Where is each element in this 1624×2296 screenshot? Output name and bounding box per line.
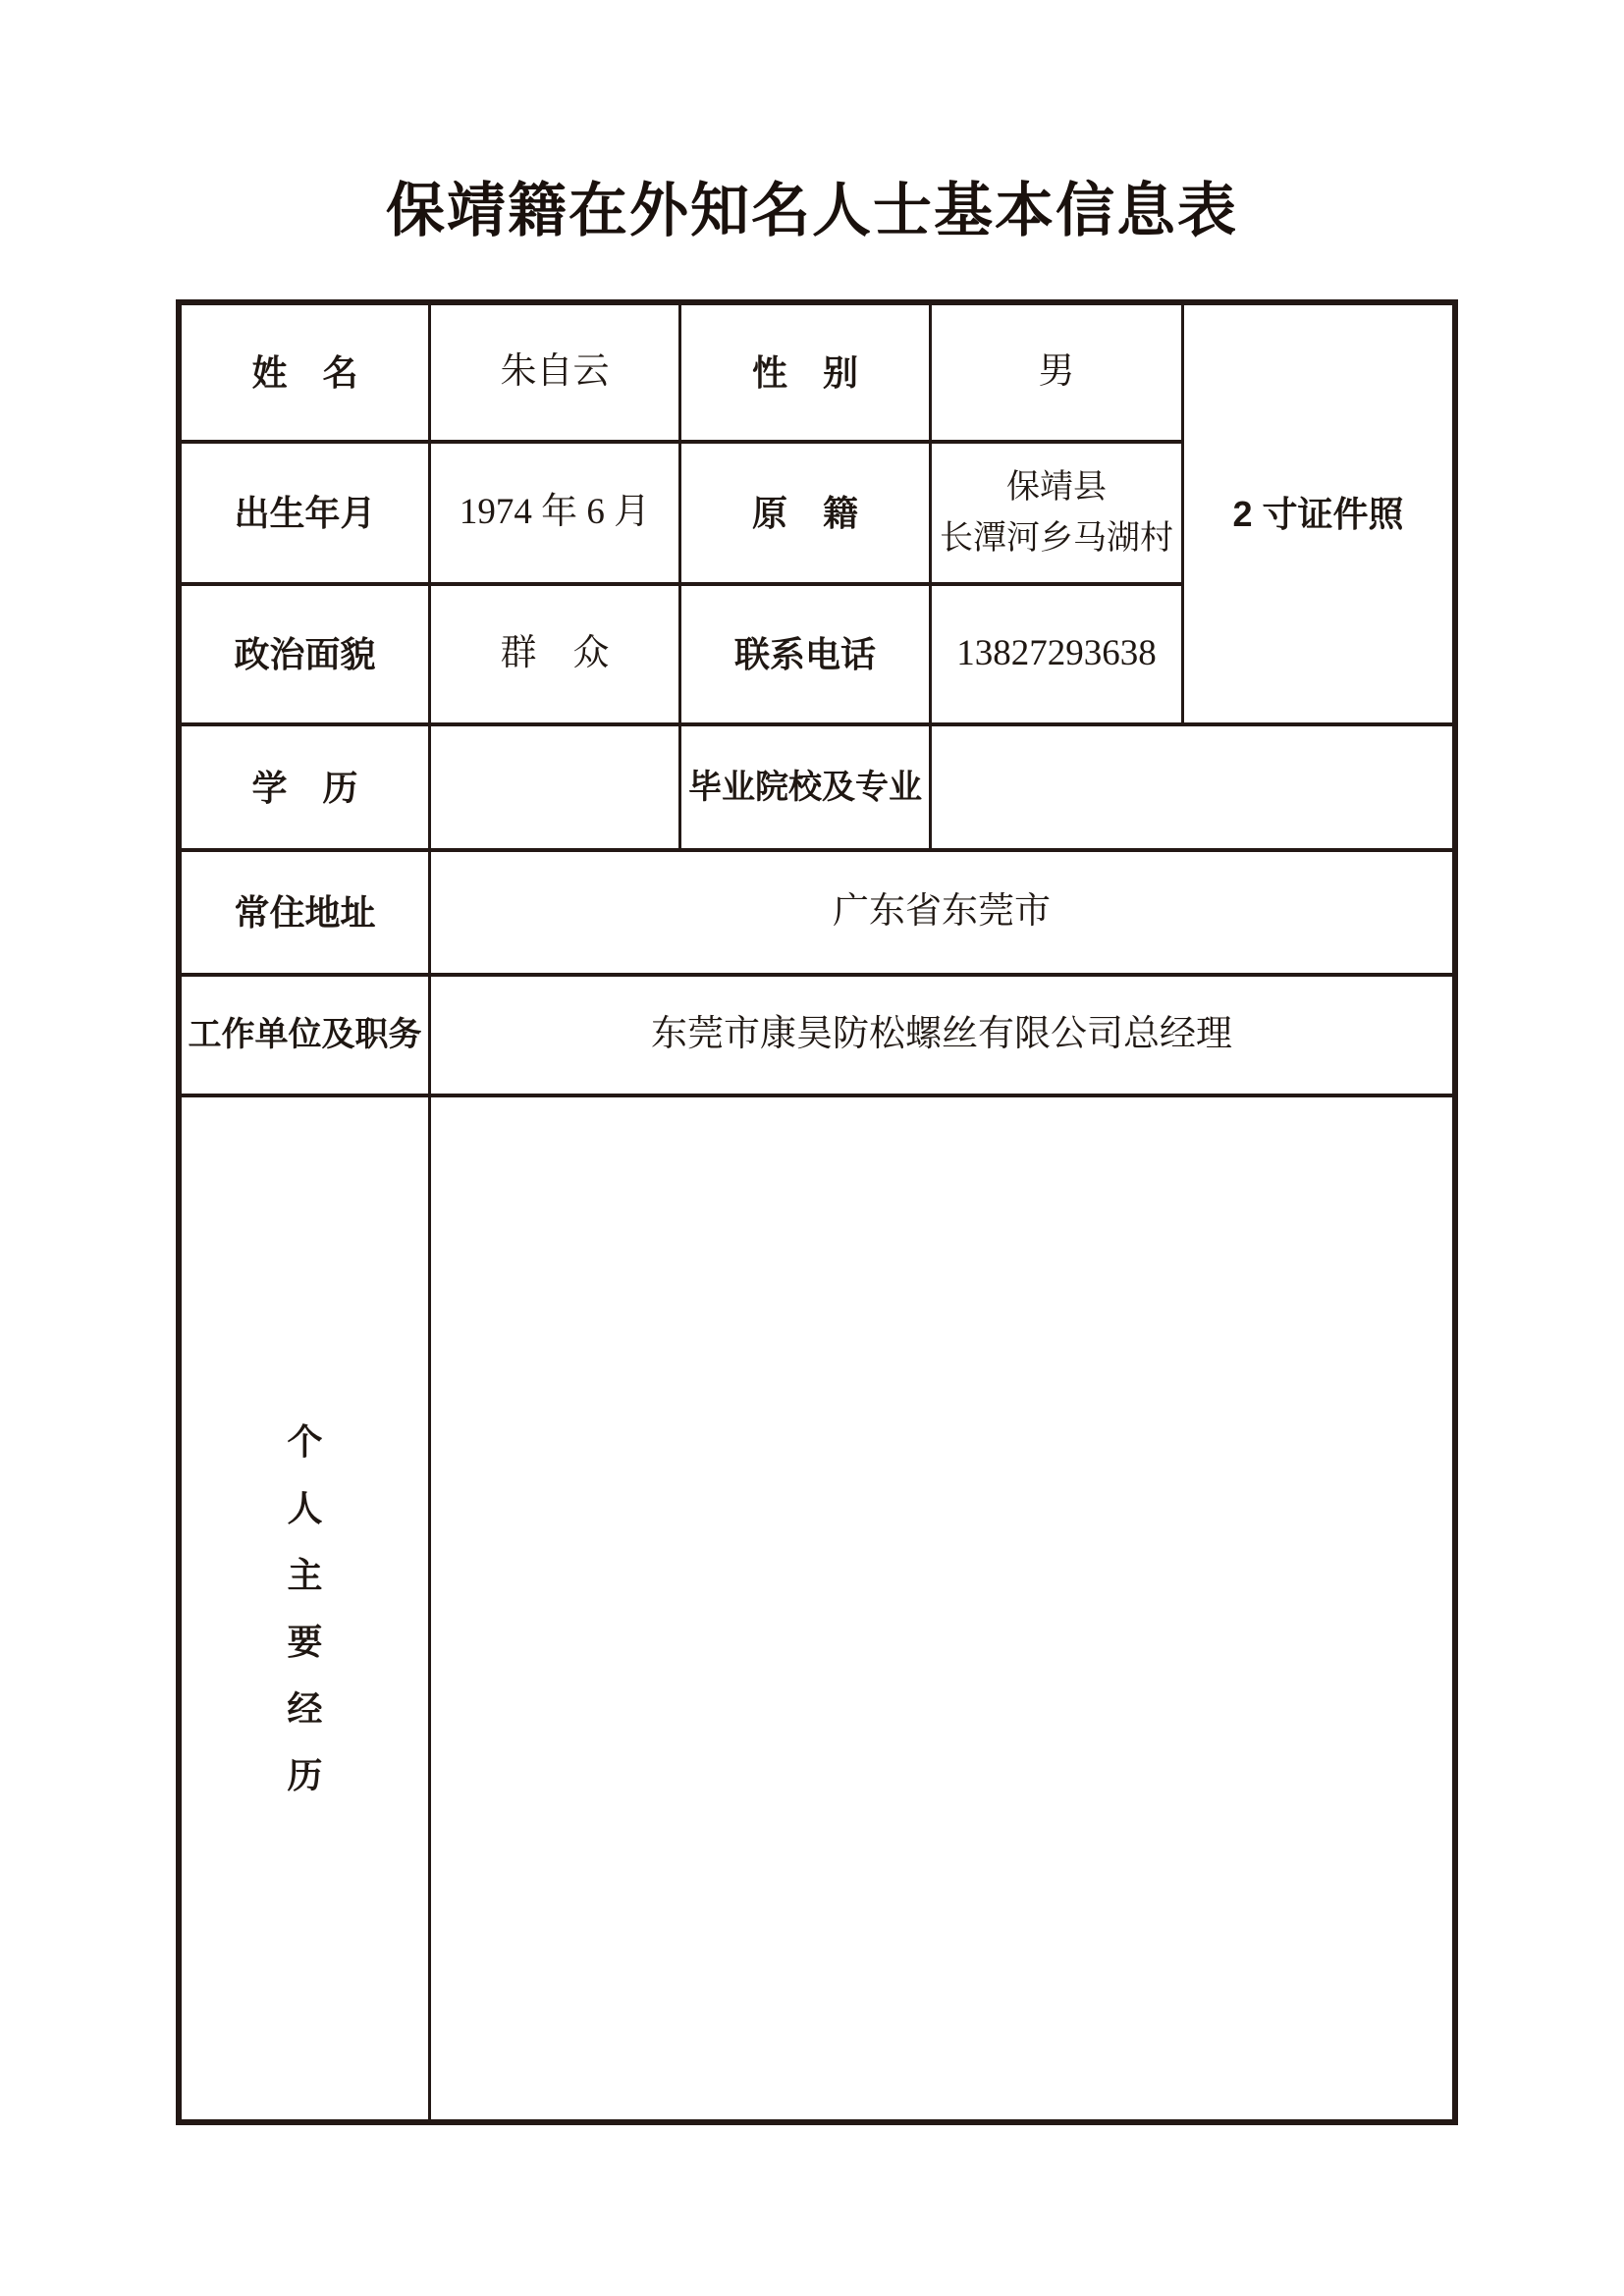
name-label: 姓 名 bbox=[251, 352, 358, 393]
education-label: 学 历 bbox=[251, 767, 358, 808]
origin-value-line2: 长潭河乡马湖村 bbox=[940, 519, 1173, 557]
origin-label: 原 籍 bbox=[751, 493, 858, 533]
document-title: 保靖籍在外知名人士基本信息表 bbox=[386, 179, 1238, 243]
gender-value: 男 bbox=[1038, 351, 1075, 393]
phone-label: 联系电话 bbox=[733, 634, 876, 674]
resume-label-cell bbox=[182, 1097, 431, 2119]
education-value-cell bbox=[431, 726, 681, 852]
info-table bbox=[176, 299, 1458, 2125]
school-value-cell bbox=[932, 726, 1452, 852]
school-label: 毕业院校及专业 bbox=[688, 768, 922, 806]
photo-label: 2 寸证件照 bbox=[1232, 494, 1404, 534]
resume-label: 个人主要经历 bbox=[287, 1420, 323, 1795]
politics-value: 群 众 bbox=[500, 633, 610, 674]
gender-label: 性 别 bbox=[751, 352, 858, 393]
birth-label: 出生年月 bbox=[234, 493, 376, 533]
phone-value: 13827293638 bbox=[956, 633, 1157, 674]
name-value: 朱自云 bbox=[500, 351, 610, 393]
address-label: 常住地址 bbox=[234, 892, 376, 933]
politics-label: 政治面貌 bbox=[234, 634, 376, 674]
work-label: 工作单位及职务 bbox=[188, 1016, 422, 1054]
origin-value-line1: 保靖县 bbox=[1006, 468, 1107, 506]
birth-value: 1974 年 6 月 bbox=[459, 492, 651, 533]
photo-placeholder-cell bbox=[1184, 305, 1452, 726]
address-value: 广东省东莞市 bbox=[833, 891, 1051, 933]
origin-value bbox=[932, 444, 1184, 586]
resume-value-cell bbox=[431, 1097, 1452, 2119]
work-value: 东莞市康昊防松螺丝有限公司总经理 bbox=[651, 1014, 1232, 1055]
